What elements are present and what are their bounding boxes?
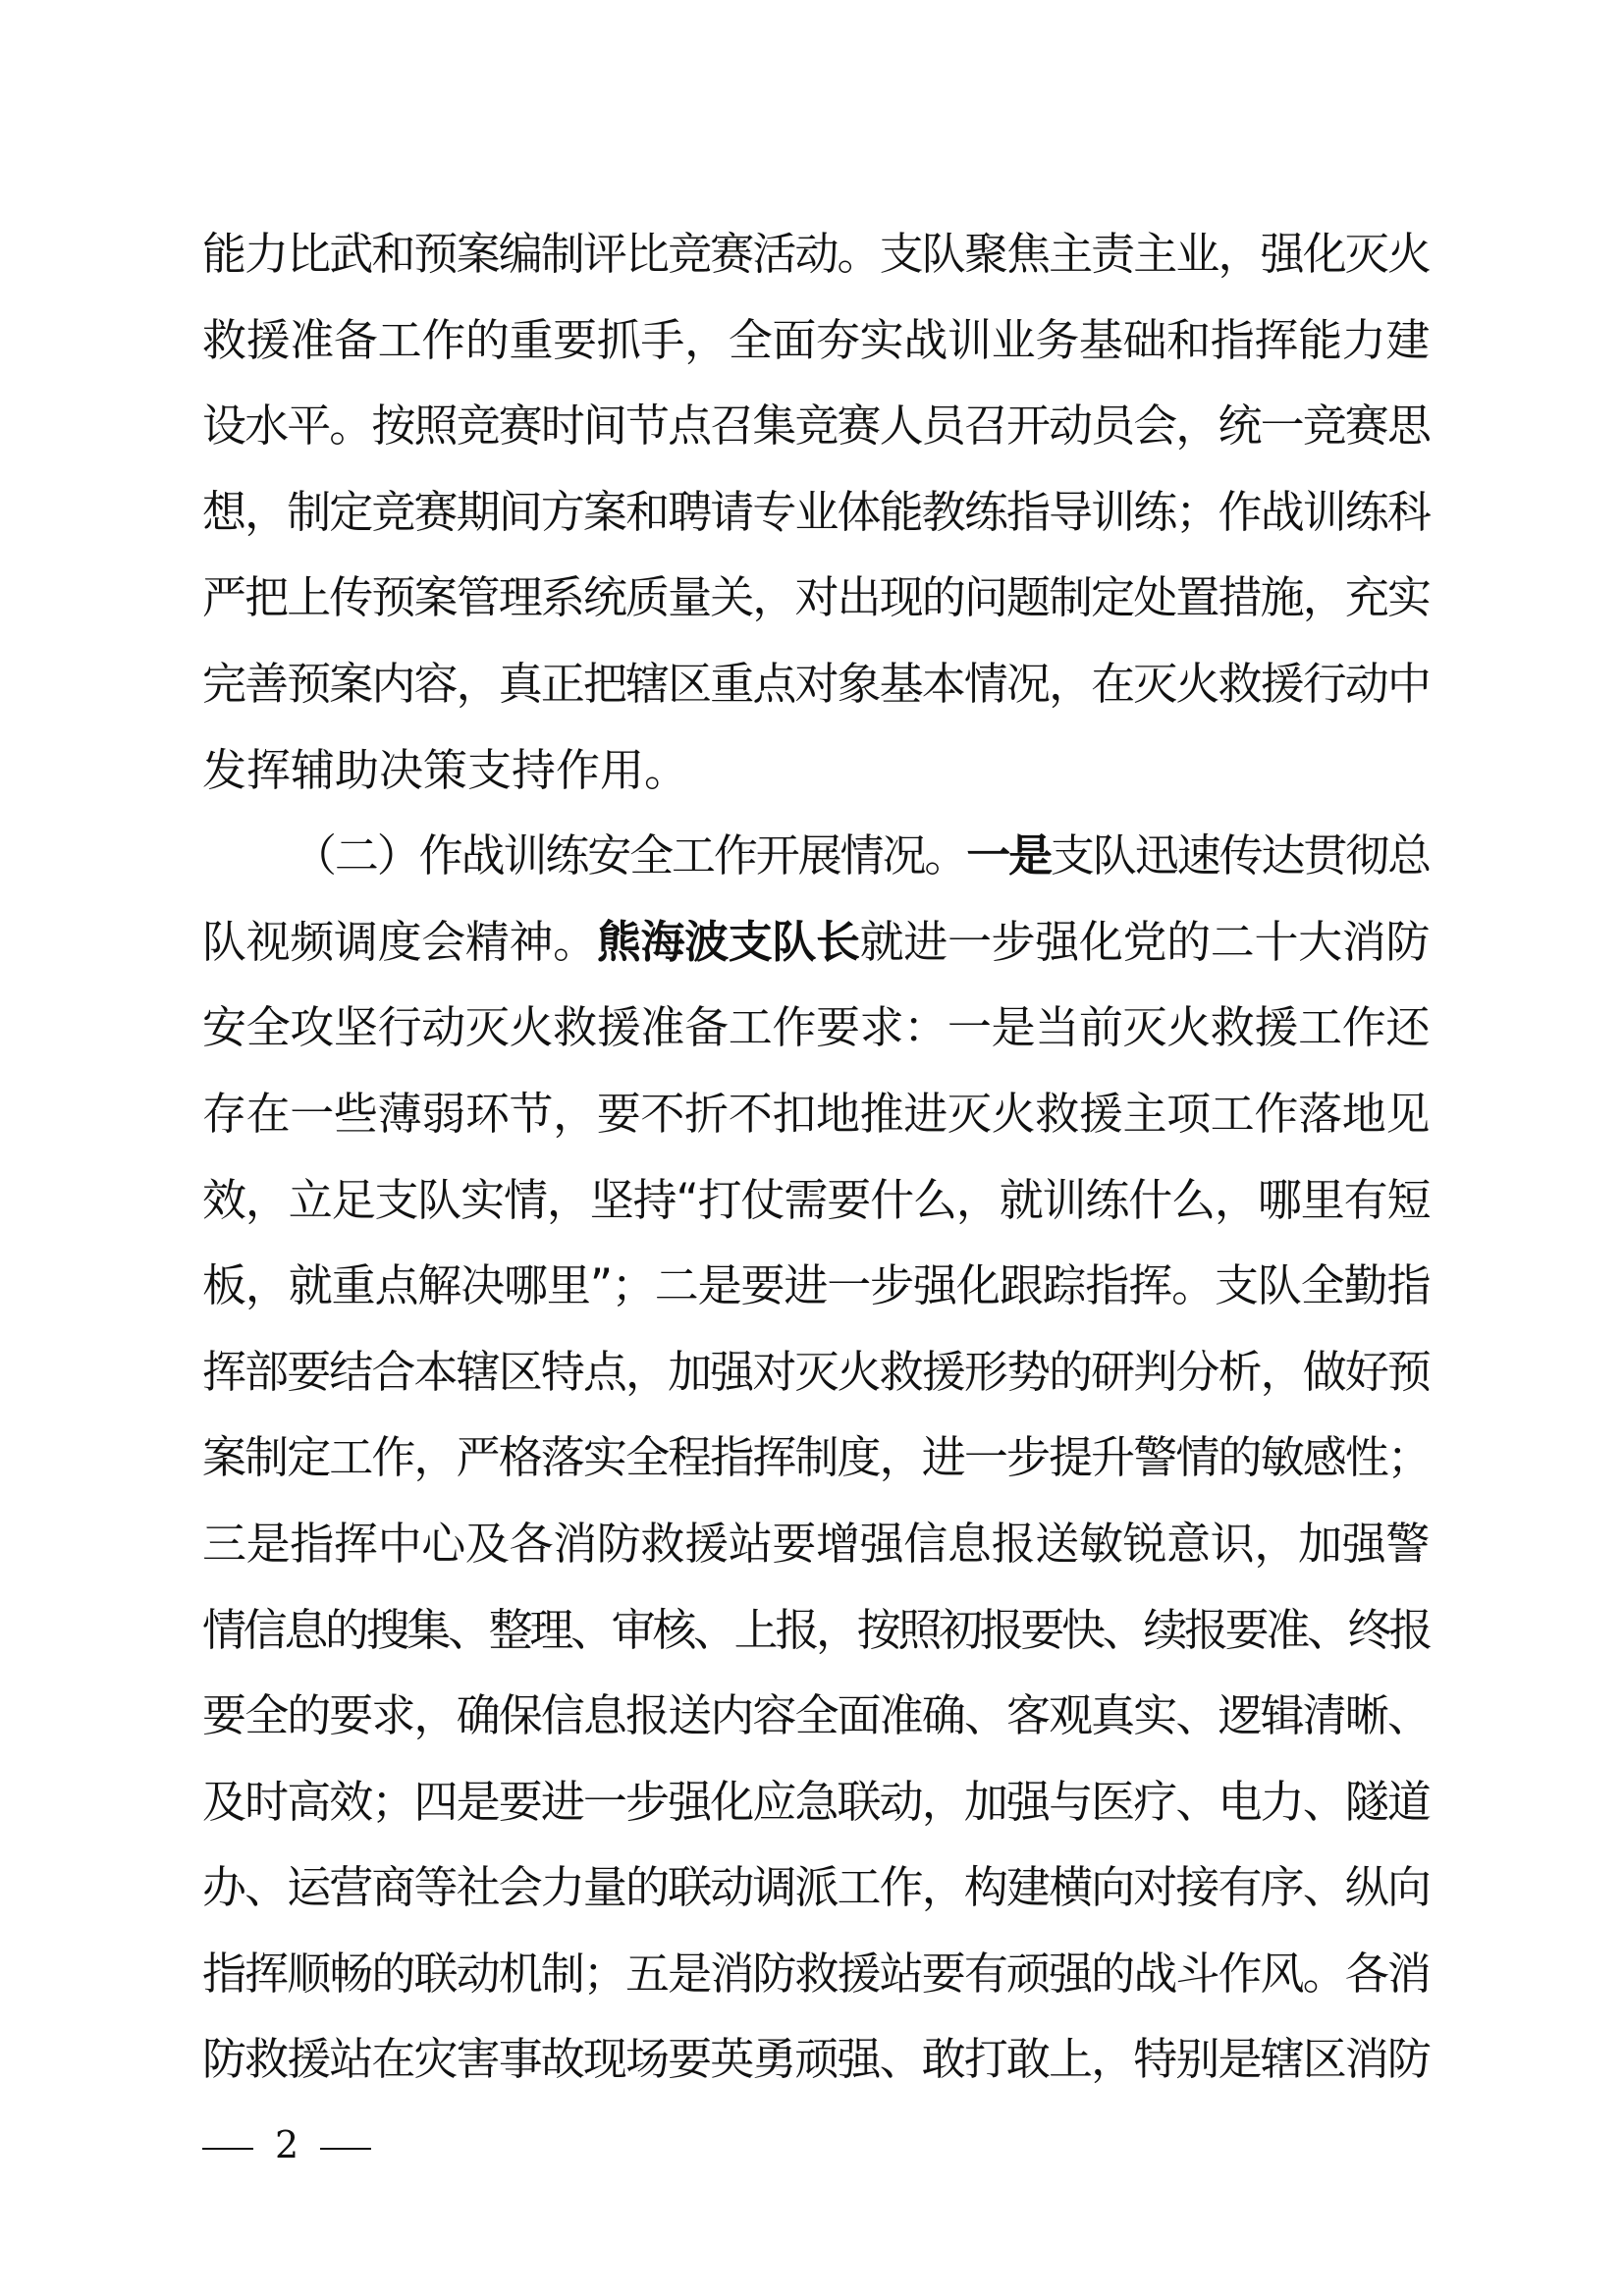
text-line bbox=[202, 1157, 1430, 1244]
text-line bbox=[202, 985, 1430, 1071]
text-segment: 支队迅速传达贯彻总 bbox=[1051, 829, 1431, 882]
text-line bbox=[202, 1071, 1430, 1157]
text-segment: 板，就重点解决哪里”；二是要进一步强化跟踪指挥。支队全勤指 bbox=[202, 1259, 1431, 1312]
text-segment: 案制定工作，严格落实全程指挥制度，进一步提升警情的敏感性； bbox=[202, 1431, 1431, 1484]
text-line bbox=[202, 1759, 1430, 1845]
text-segment: 要全的要求，确保信息报送内容全面准确、客观真实、逻辑清晰、 bbox=[202, 1689, 1431, 1742]
text-line bbox=[202, 2016, 1430, 2103]
text-line bbox=[202, 555, 1430, 641]
footer-dash-right bbox=[320, 2148, 371, 2150]
text-segment: （二）作战训练安全工作开展情况。 bbox=[293, 829, 967, 882]
text-segment: 队视频调度会精神。 bbox=[202, 915, 597, 968]
text-line bbox=[202, 297, 1430, 384]
text-line bbox=[202, 1587, 1430, 1674]
page-footer bbox=[202, 2120, 371, 2169]
text-segment: 安全攻坚行动灭火救援准备工作要求：一是当前灭火救援工作还 bbox=[202, 1001, 1431, 1054]
text-line bbox=[202, 1844, 1430, 1931]
text-segment: 救援准备工作的重要抓手，全面夯实战训业务基础和指挥能力建 bbox=[202, 313, 1431, 366]
text-segment: 三是指挥中心及各消防救援站要增强信息报送敏锐意识，加强警 bbox=[202, 1517, 1431, 1570]
bold-text-segment: 熊海波支队长 bbox=[596, 915, 860, 968]
page-number: 2 bbox=[275, 2123, 299, 2166]
text-line bbox=[202, 899, 1430, 986]
text-line bbox=[202, 641, 1430, 727]
text-segment: 想，制定竞赛期间方案和聘请专业体能教练指导训练；作战训练科 bbox=[202, 485, 1431, 538]
text-line bbox=[202, 469, 1430, 556]
text-segment: 完善预案内容，真正把辖区重点对象基本情况，在灭火救援行动中 bbox=[202, 657, 1431, 710]
text-segment: 设水平。按照竞赛时间节点召集竞赛人员召开动员会，统一竞赛思 bbox=[202, 400, 1431, 453]
text-line bbox=[202, 1931, 1430, 2017]
text-segment: 挥部要结合本辖区特点，加强对灭火救援形势的研判分析，做好预 bbox=[202, 1345, 1431, 1398]
text-segment: 就进一步强化党的二十大消防 bbox=[859, 915, 1431, 968]
text-segment: 严把上传预案管理系统质量关，对出现的问题制定处置措施，充实 bbox=[202, 571, 1431, 624]
text-segment: 防救援站在灾害事故现场要英勇顽强、敢打敢上，特别是辖区消防 bbox=[202, 2033, 1431, 2086]
bold-text-segment: 一是 bbox=[966, 829, 1052, 882]
text-line bbox=[202, 383, 1430, 469]
text-segment: 指挥顺畅的联动机制；五是消防救援站要有顽强的战斗作风。各消 bbox=[202, 1947, 1431, 2000]
text-segment: 办、运营商等社会力量的联动调派工作，构建横向对接有序、纵向 bbox=[202, 1861, 1431, 1914]
body-text bbox=[202, 211, 1430, 2103]
text-line bbox=[202, 1243, 1430, 1329]
text-line bbox=[202, 1415, 1430, 1501]
footer-dash-left bbox=[202, 2148, 253, 2150]
text-line bbox=[202, 211, 1430, 297]
text-line bbox=[202, 813, 1430, 899]
text-segment: 存在一些薄弱环节，要不折不扣地推进灭火救援主项工作落地见 bbox=[202, 1087, 1431, 1140]
text-line bbox=[202, 1501, 1430, 1587]
text-segment: 效，立足支队实情，坚持“打仗需要什么，就训练什么，哪里有短 bbox=[202, 1173, 1431, 1226]
text-line bbox=[202, 1673, 1430, 1759]
text-segment: 能力比武和预案编制评比竞赛活动。支队聚焦主责主业，强化灭火 bbox=[202, 228, 1431, 280]
text-line bbox=[202, 727, 1430, 814]
text-segment: 发挥辅助决策支持作用。 bbox=[202, 743, 689, 796]
text-segment: 情信息的搜集、整理、审核、上报，按照初报要快、续报要准、终报 bbox=[202, 1603, 1431, 1656]
text-line bbox=[202, 1329, 1430, 1415]
text-segment: 及时高效；四是要进一步强化应急联动，加强与医疗、电力、隧道 bbox=[202, 1775, 1431, 1828]
